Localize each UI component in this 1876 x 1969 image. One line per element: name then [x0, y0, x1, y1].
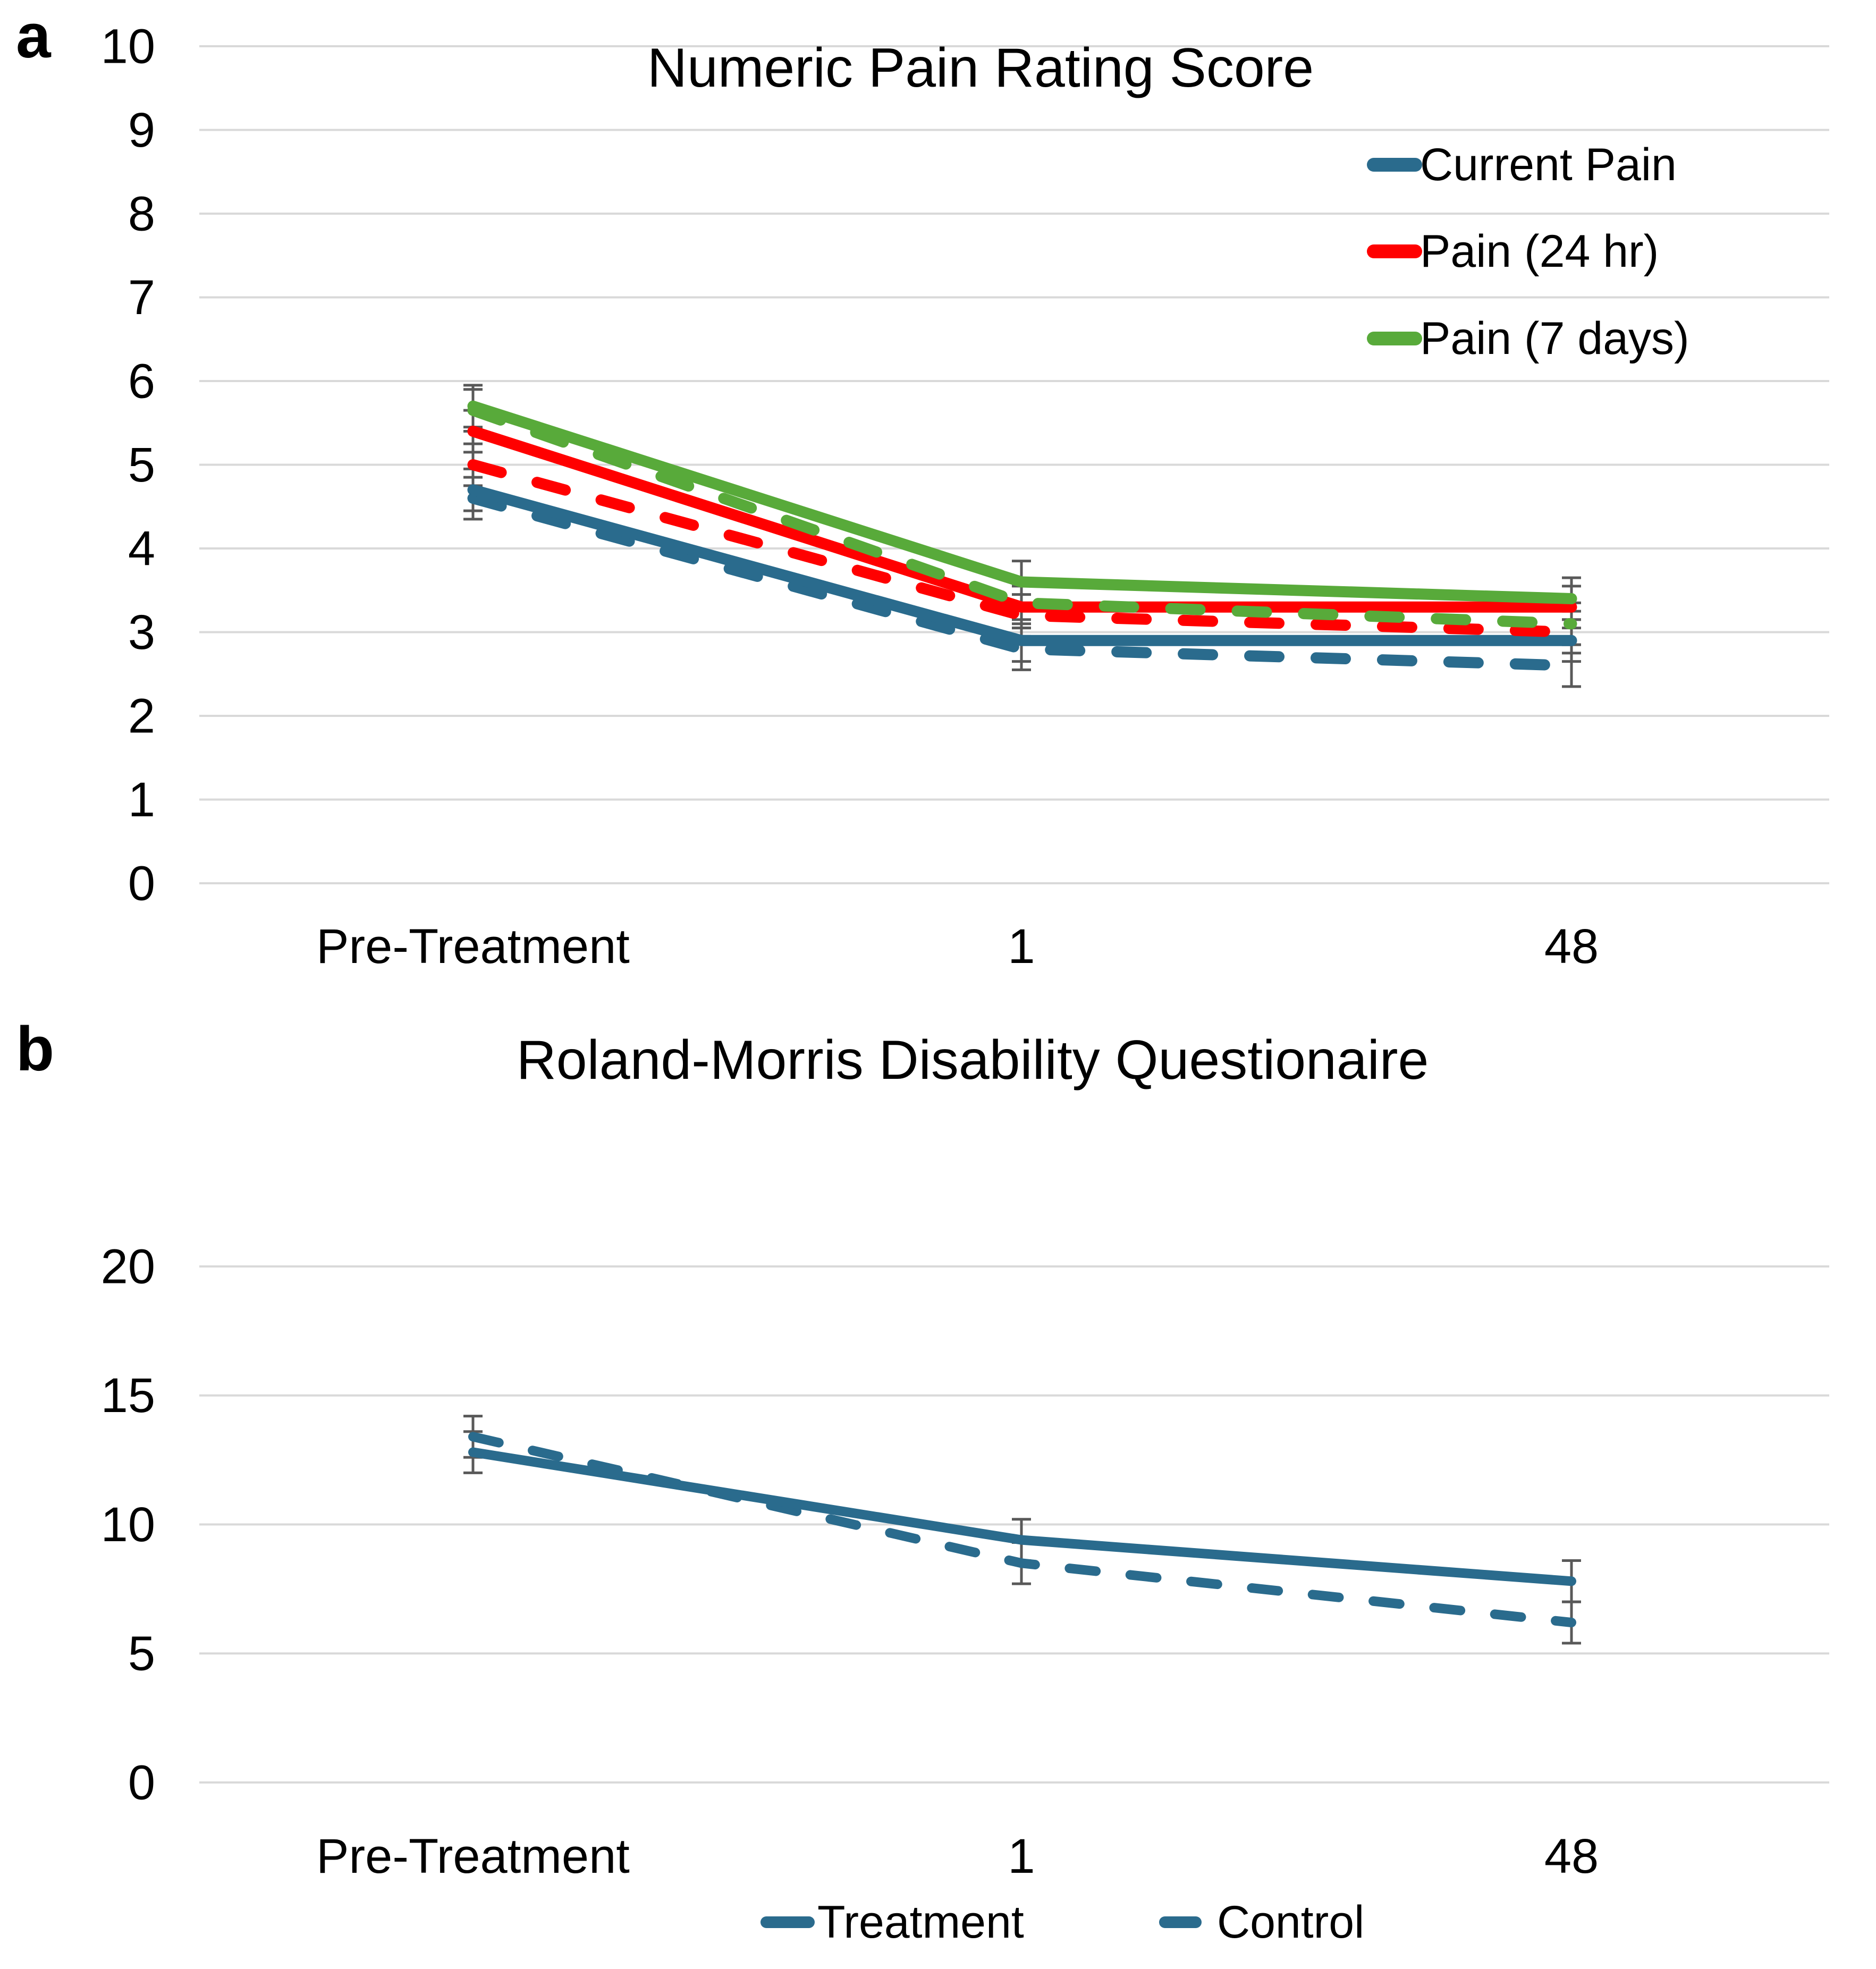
y-tick-label: 0	[128, 856, 155, 911]
legend-label: Pain (24 hr)	[1420, 226, 1659, 277]
y-tick-label: 8	[128, 187, 155, 241]
y-tick-label: 3	[128, 605, 155, 660]
legend-label: Control	[1217, 1897, 1365, 1948]
y-tick-label: 2	[128, 689, 155, 743]
y-tick-label: 20	[100, 1239, 155, 1294]
y-tick-label: 6	[128, 354, 155, 409]
chart-title-b: Roland-Morris Disability Questionaire	[516, 1029, 1429, 1091]
x-tick-label: 48	[1544, 919, 1599, 974]
y-tick-label: 5	[128, 1626, 155, 1681]
panel-letter-a: a	[16, 1, 51, 71]
y-tick-label: 9	[128, 103, 155, 157]
y-tick-label: 0	[128, 1755, 155, 1810]
y-tick-label: 10	[100, 1497, 155, 1552]
legend-label: Treatment	[817, 1897, 1024, 1948]
y-tick-label: 10	[100, 19, 155, 74]
chart-title-a: Numeric Pain Rating Score	[647, 37, 1314, 99]
y-tick-label: 15	[100, 1368, 155, 1423]
x-tick-label: Pre-Treatment	[316, 1829, 630, 1883]
y-tick-label: 7	[128, 270, 155, 325]
y-tick-label: 1	[128, 772, 155, 827]
legend-label: Current Pain	[1420, 139, 1677, 191]
y-tick-label: 5	[128, 437, 155, 492]
x-tick-label: 1	[1008, 919, 1035, 974]
panel-letter-b: b	[16, 1014, 55, 1084]
x-tick-label: 1	[1008, 1829, 1035, 1883]
x-tick-label: 48	[1544, 1829, 1599, 1883]
legend-label: Pain (7 days)	[1420, 313, 1689, 365]
y-tick-label: 4	[128, 521, 155, 576]
x-tick-label: Pre-Treatment	[316, 919, 630, 974]
